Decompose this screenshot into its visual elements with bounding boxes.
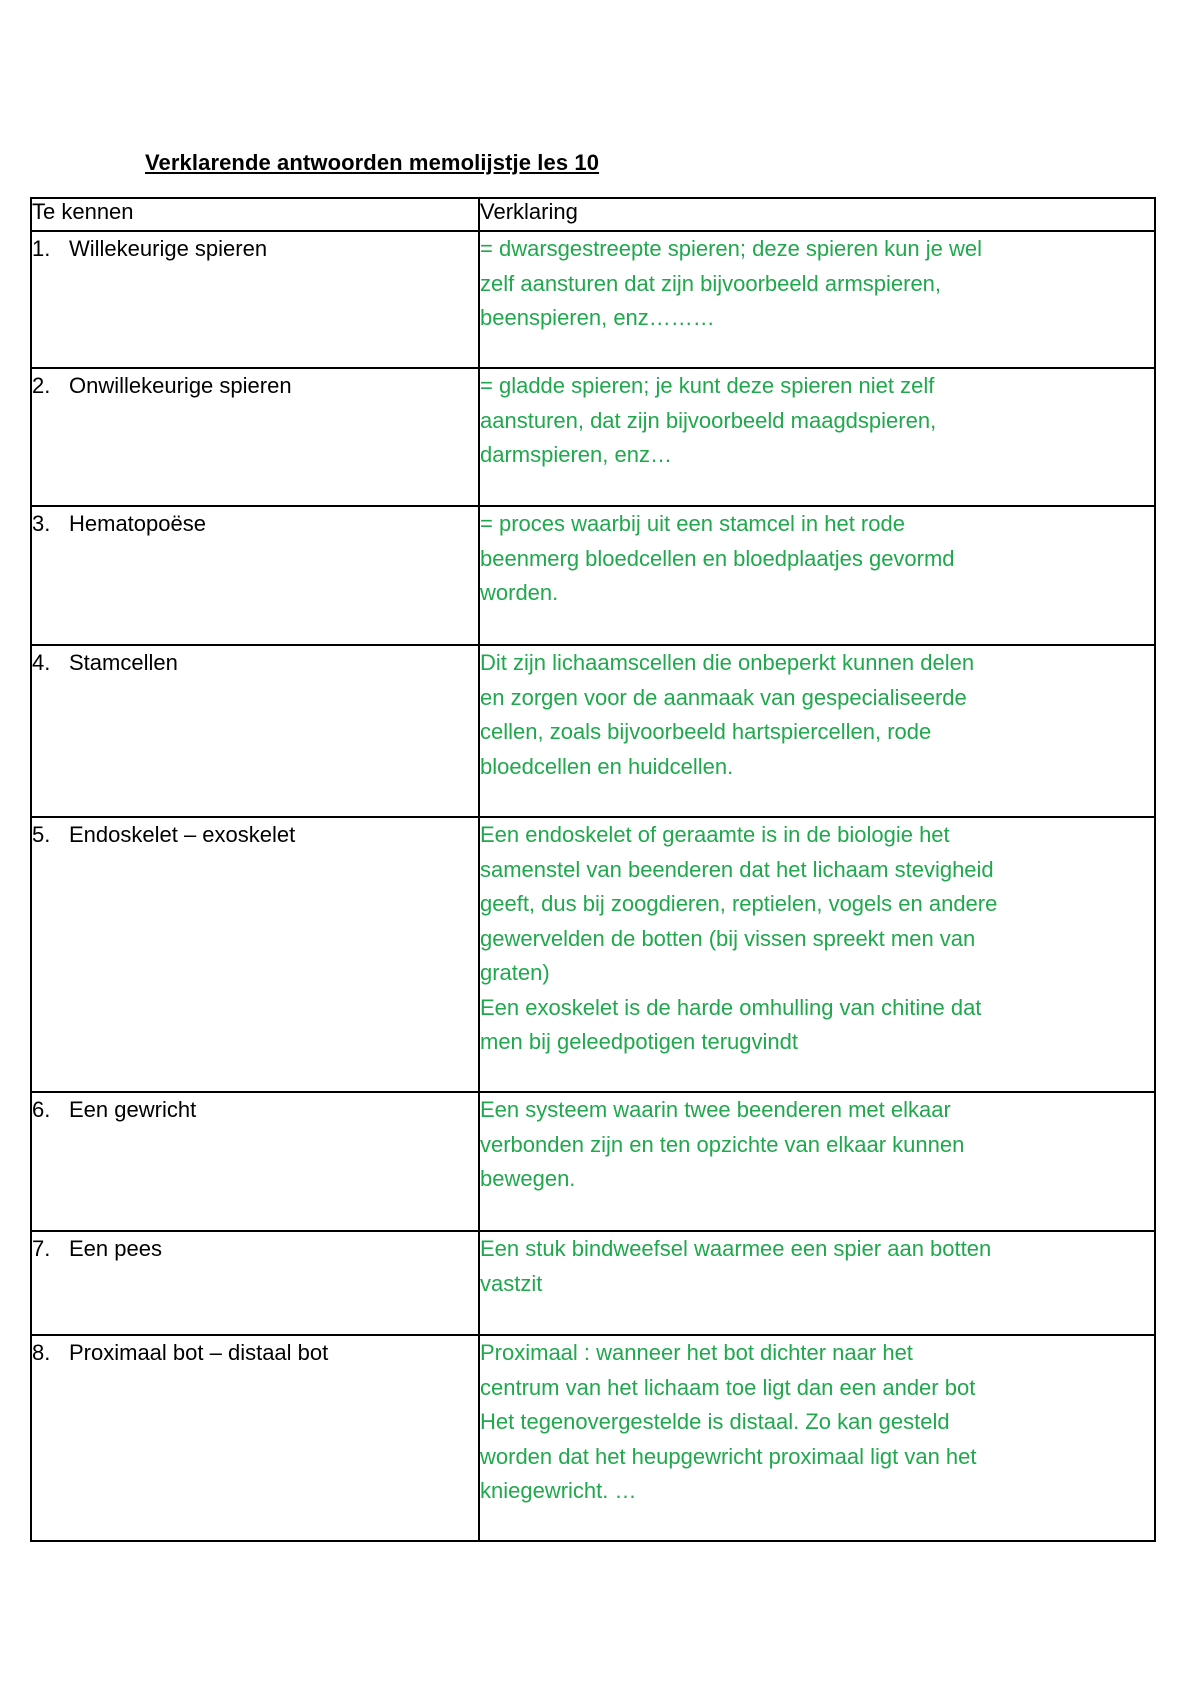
- explanation-line: = dwarsgestreepte spieren; deze spieren kun je wel: [480, 236, 983, 261]
- document-title: Verklarende antwoorden memolijstje les 10: [145, 150, 600, 175]
- explanation-line: geeft, dus bij zoogdieren, reptielen, vogels en andere: [480, 891, 998, 916]
- term-cell: [31, 1231, 479, 1335]
- table-row: [31, 1231, 1155, 1335]
- explanation-line: gewervelden de botten (bij vissen spreekt men van: [480, 925, 976, 951]
- explanation-cell: [479, 1092, 1155, 1231]
- term-text: Onwillekeurige spieren: [69, 373, 292, 398]
- explanation-line: Een exoskelet is de harde omhulling van chitine dat: [480, 994, 982, 1020]
- explanation-line: en zorgen voor de aanmaak van gespecialiseerde: [480, 684, 967, 710]
- explanation-line: Proximaal : wanneer het bot dichter naar het: [480, 1340, 913, 1365]
- explanation-line: Het tegenovergestelde is distaal. Zo kan gesteld: [480, 1409, 950, 1434]
- explanation-line: graten): [480, 960, 550, 985]
- explanation-line: worden.: [480, 580, 559, 605]
- explanation-line: vastzit: [480, 1270, 543, 1296]
- explanation-line: centrum van het lichaam toe ligt dan een ander bot: [480, 1374, 976, 1400]
- term-text: Een gewricht: [69, 1097, 197, 1122]
- explanation-line: Een endoskelet of geraamte is in de biologie het: [480, 822, 950, 847]
- explanation-cell: [479, 645, 1155, 817]
- explanation-cell: [479, 817, 1155, 1092]
- term-text: Willekeurige spieren: [69, 236, 268, 261]
- explanation-cell: [479, 506, 1155, 645]
- item-number: 5.: [32, 822, 51, 847]
- explanation-line: bewegen.: [480, 1166, 576, 1191]
- item-number: 2.: [32, 373, 51, 398]
- explanation-line: Een stuk bindweefsel waarmee een spier aan botten: [480, 1236, 992, 1261]
- term-text: Endoskelet – exoskelet: [69, 822, 296, 847]
- table-header-row: [31, 198, 1155, 231]
- header-verklaring: Verklaring: [479, 198, 1155, 231]
- term-cell: [31, 231, 479, 368]
- explanation-line: worden dat het heupgewricht proximaal ligt van het: [480, 1443, 977, 1469]
- explanation-line: samenstel van beenderen dat het lichaam stevigheid: [480, 856, 994, 882]
- header-te-kennen: Te kennen: [31, 198, 479, 231]
- term-cell: [31, 817, 479, 1092]
- term-text: Proximaal bot – distaal bot: [69, 1340, 329, 1365]
- table-body: [31, 231, 1155, 1541]
- explanation-line: zelf aansturen dat zijn bijvoorbeeld armspieren,: [480, 270, 942, 296]
- term-text: Een pees: [69, 1236, 162, 1261]
- table-row: [31, 817, 1155, 1092]
- explanation-line: Dit zijn lichaamscellen die onbeperkt kunnen delen: [480, 650, 975, 675]
- term-text: Hematopoëse: [69, 511, 206, 536]
- explanation-line: = proces waarbij uit een stamcel in het rode: [480, 511, 905, 536]
- explanation-line: cellen, zoals bijvoorbeeld hartspiercellen, rode: [480, 719, 932, 744]
- term-cell: [31, 1092, 479, 1231]
- explanation-cell: [479, 368, 1155, 506]
- explanation-line: beenmerg bloedcellen en bloedplaatjes gevormd: [480, 545, 955, 571]
- explanation-line: men bij geleedpotigen terugvindt: [480, 1029, 799, 1054]
- term-cell: [31, 368, 479, 506]
- term-text: Stamcellen: [69, 650, 178, 675]
- explanation-line: verbonden zijn en ten opzichte van elkaar kunnen: [480, 1131, 965, 1157]
- table-row: [31, 506, 1155, 645]
- term-cell: [31, 645, 479, 817]
- explanation-line: darmspieren, enz…: [480, 442, 672, 467]
- item-number: 6.: [32, 1097, 51, 1122]
- table-row: [31, 1335, 1155, 1541]
- explanation-line: aansturen, dat zijn bijvoorbeeld maagdspieren,: [480, 407, 937, 433]
- explanation-cell: [479, 1231, 1155, 1335]
- explanation-line: Een systeem waarin twee beenderen met elkaar: [480, 1097, 951, 1122]
- term-cell: [31, 1335, 479, 1541]
- explanation-line: kniegewricht. …: [480, 1478, 637, 1503]
- term-cell: [31, 506, 479, 645]
- explanation-cell: [479, 231, 1155, 368]
- item-number: 8.: [32, 1340, 51, 1365]
- explanation-cell: [479, 1335, 1155, 1541]
- explanation-line: = gladde spieren; je kunt deze spieren niet zelf: [480, 373, 935, 398]
- table-row: [31, 645, 1155, 817]
- explanation-line: bloedcellen en huidcellen.: [480, 753, 734, 779]
- table-row: [31, 1092, 1155, 1231]
- memo-table: [30, 197, 1156, 1542]
- item-number: 7.: [32, 1236, 51, 1261]
- item-number: 4.: [32, 650, 51, 675]
- table-row: [31, 231, 1155, 368]
- explanation-line: beenspieren, enz………: [480, 305, 715, 330]
- table-row: [31, 368, 1155, 506]
- item-number: 3.: [32, 511, 51, 536]
- item-number: 1.: [32, 236, 51, 261]
